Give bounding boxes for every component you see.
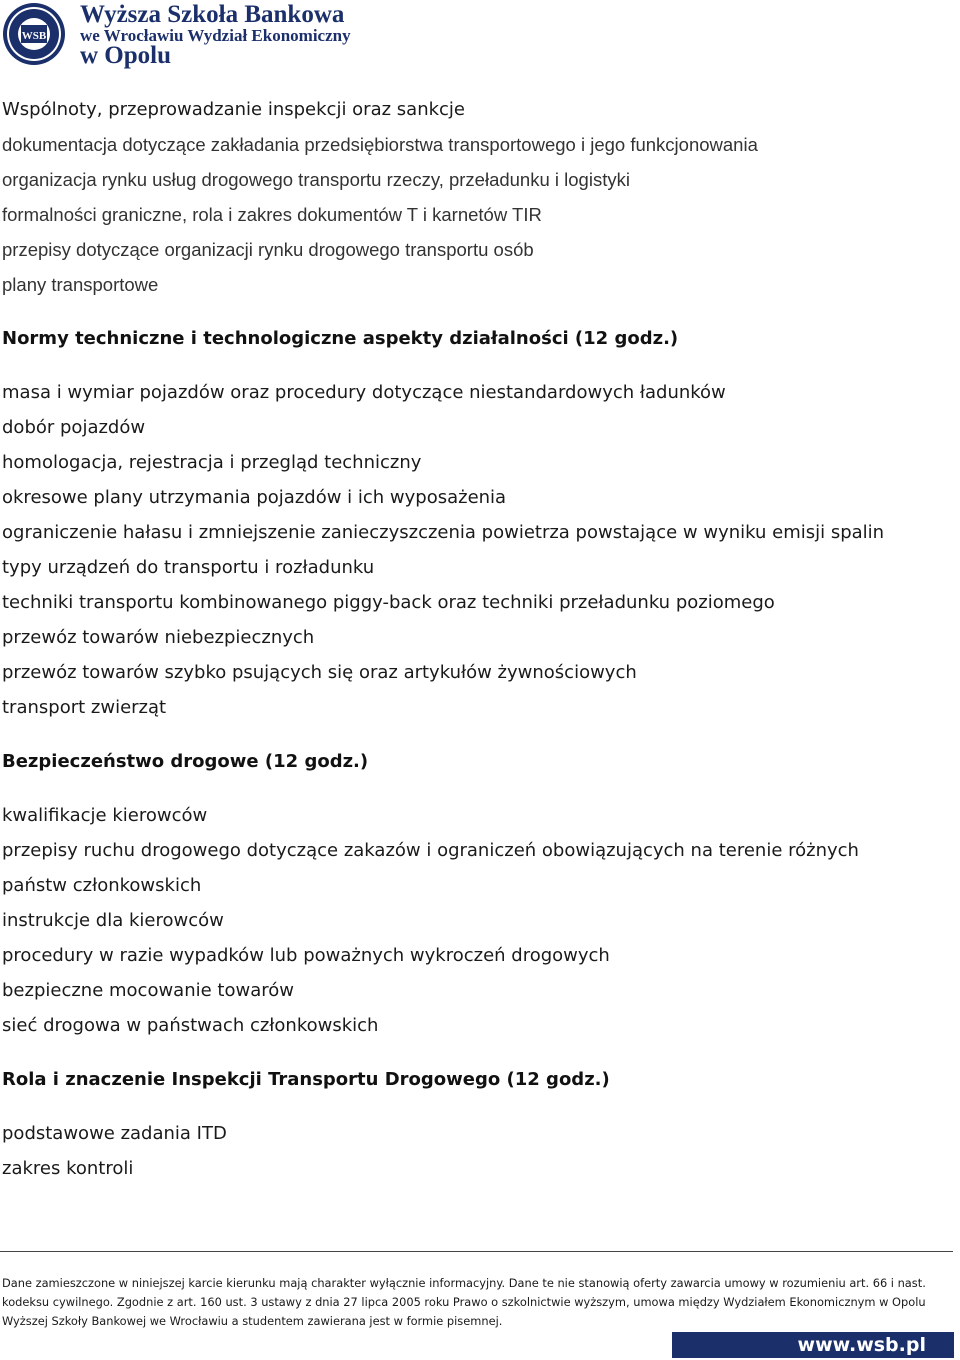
section-heading: Bezpieczeństwo drogowe (12 godz.) <box>2 751 369 772</box>
list-item: kwalifikacje kierowców <box>2 805 208 826</box>
footer-line: kodeksu cywilnego. Zgodnie z art. 160 ust. 3 ustawy z dnia 27 lipca 2005 roku Prawo o szkolnictwie wyższym, umowa między Wydziałem Ekonomicznym w Opolu <box>2 1295 926 1309</box>
footer-line: Dane zamieszczone w niniejszej karcie kierunku mają charakter wyłącznie informacyjny. Dane te nie stanowią oferty zawarcia umowy w rozumieniu art. 66 i nast. <box>2 1276 926 1290</box>
section-heading: Rola i znaczenie Inspekcji Transportu Drogowego (12 godz.) <box>2 1069 610 1090</box>
list-item: przepisy ruchu drogowego dotyczące zakazów i ograniczeń obowiązujących na terenie różnych <box>2 840 859 861</box>
list-item: transport zwierząt <box>2 697 167 718</box>
website-link[interactable]: www.wsb.pl <box>672 1332 954 1358</box>
logo-line-faculty: we Wrocławiu Wydział Ekonomiczny <box>80 26 351 45</box>
list-item: homologacja, rejestracja i przegląd techniczny <box>2 452 422 473</box>
header-logo <box>0 0 380 72</box>
list-item: organizacja rynku usług drogowego transportu rzeczy, przeładunku i logistyki <box>2 169 630 190</box>
footer-line: Wyższej Szkoły Bankowej we Wrocławiu a studentem zawierana jest w formie pisemnej. <box>2 1314 503 1328</box>
list-item: masa i wymiar pojazdów oraz procedury dotyczące niestandardowych ładunków <box>2 382 726 403</box>
list-item: przepisy dotyczące organizacji rynku drogowego transportu osób <box>2 239 534 260</box>
section-road-inspection <box>2 1062 952 1186</box>
university-seal-icon <box>2 2 66 66</box>
list-item: instrukcje dla kierowców <box>2 910 224 931</box>
list-item: państw członkowskich <box>2 875 202 896</box>
list-item: przewóz towarów niebezpiecznych <box>2 627 315 648</box>
footer-divider <box>0 1251 953 1252</box>
svg-text:WSB: WSB <box>21 30 47 42</box>
list-item: bezpieczne mocowanie towarów <box>2 980 294 1001</box>
section-technical-norms <box>2 321 952 725</box>
list-item: ograniczenie hałasu i zmniejszenie zanieczyszczenia powietrza powstające w wyniku emisji spalin <box>2 522 885 543</box>
list-item: plany transportowe <box>2 274 159 295</box>
list-item: dokumentacja dotyczące zakładania przedsiębiorstwa transportowego i jego funkcjonowania <box>2 134 758 155</box>
list-item: podstawowe zadania ITD <box>2 1123 227 1144</box>
logo-line-university: Wyższa Szkoła Bankowa <box>80 1 345 28</box>
list-item: procedury w razie wypadków lub poważnych wykroczeń drogowych <box>2 945 610 966</box>
list-item: dobór pojazdów <box>2 417 146 438</box>
section-heading: Normy techniczne i technologiczne aspekty działalności (12 godz.) <box>2 328 679 349</box>
list-item: formalności graniczne, rola i zakres dokumentów T i karnetów TIR <box>2 204 542 225</box>
intro-list <box>2 92 952 302</box>
list-item: zakres kontroli <box>2 1158 134 1179</box>
list-item: techniki transportu kombinowanego piggy-back oraz techniki przeładunku poziomego <box>2 592 775 613</box>
footer-disclaimer <box>2 1274 942 1331</box>
list-item: przewóz towarów szybko psujących się oraz artykułów żywnościowych <box>2 662 637 683</box>
list-item: Wspólnoty, przeprowadzanie inspekcji oraz sankcje <box>2 99 465 120</box>
list-item: okresowe plany utrzymania pojazdów i ich wyposażenia <box>2 487 507 508</box>
course-content <box>2 92 952 1186</box>
list-item: sieć drogowa w państwach członkowskich <box>2 1015 379 1036</box>
section-road-safety <box>2 744 952 1043</box>
list-item: typy urządzeń do transportu i rozładunku <box>2 557 375 578</box>
logo-line-city: w Opolu <box>80 42 172 69</box>
